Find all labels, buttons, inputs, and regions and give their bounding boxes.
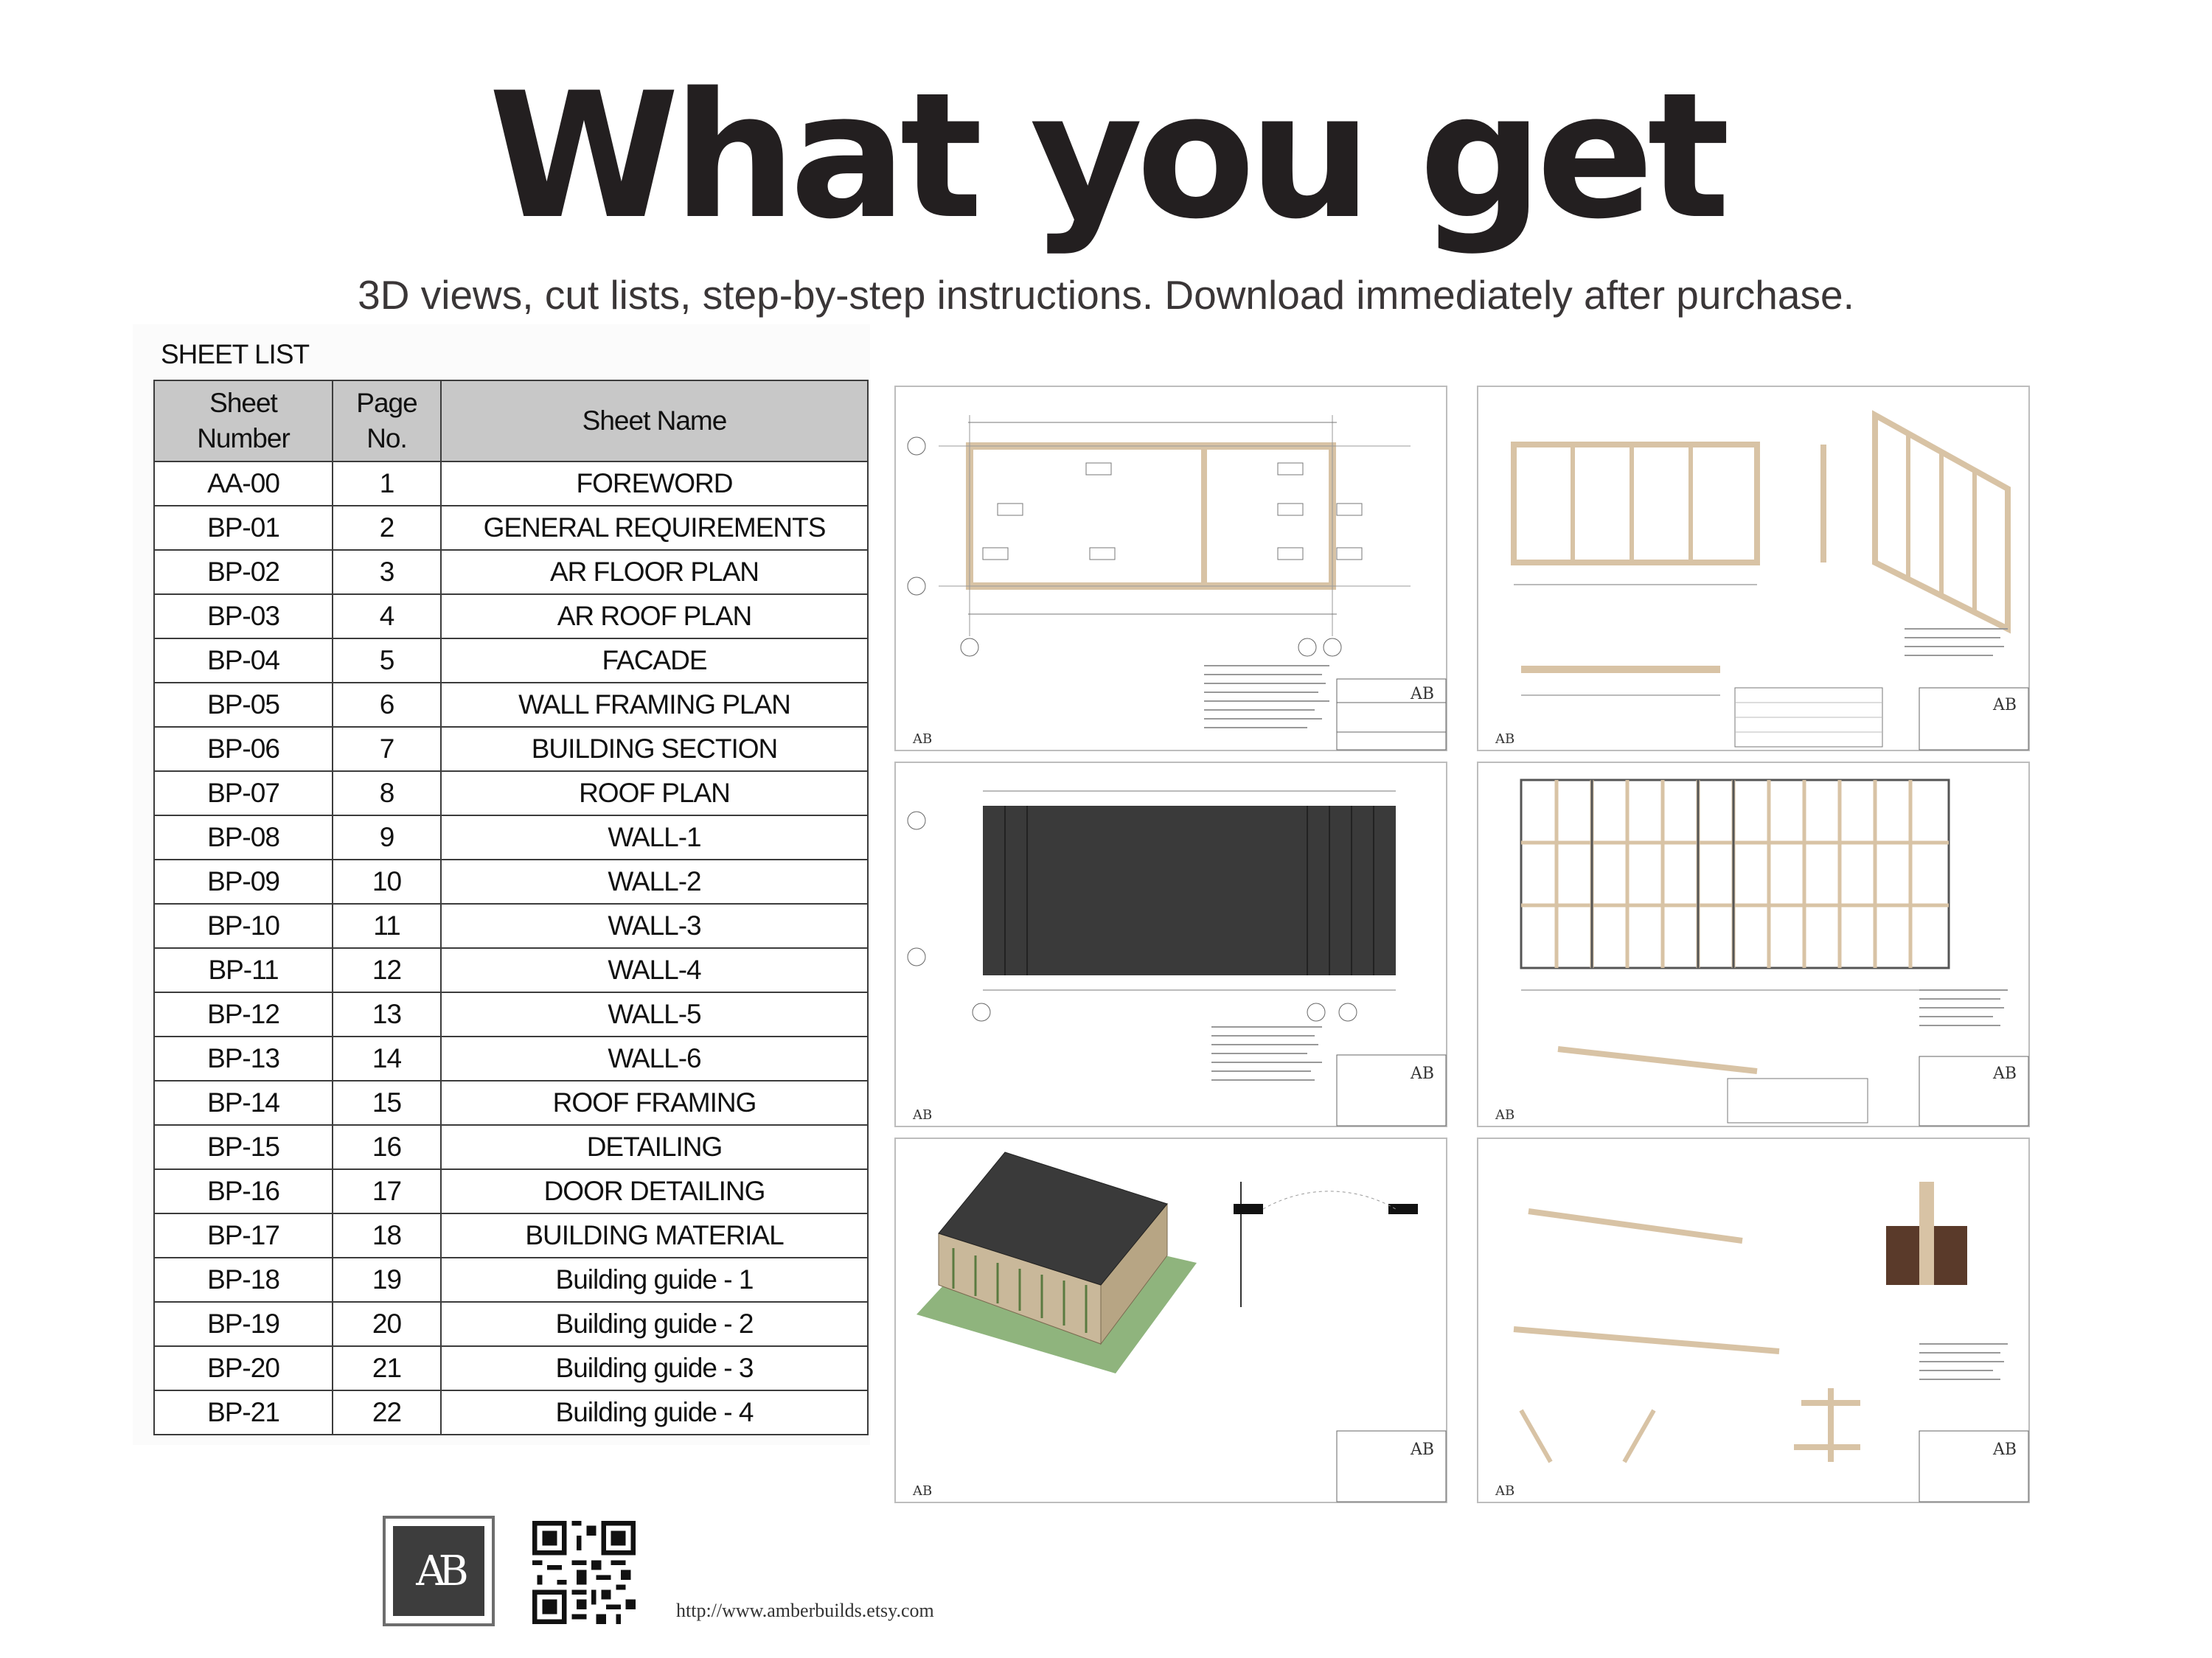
sheet-number-cell: BP-06 [154, 727, 333, 771]
drawing-3d-view [894, 1138, 1447, 1503]
drawing-floor-plan [894, 386, 1447, 751]
page-number-cell: 4 [333, 594, 441, 638]
table-row [154, 948, 868, 992]
table-row [154, 771, 868, 815]
sheet-number-cell: BP-14 [154, 1081, 333, 1125]
sheet-name-cell: GENERAL REQUIREMENTS [441, 506, 868, 550]
sheet-name-cell: AR ROOF PLAN [441, 594, 868, 638]
drawing-wall-framing [1477, 386, 2030, 751]
page-number-cell: 15 [333, 1081, 441, 1125]
column-header-sheet-name: Sheet Name [441, 380, 868, 461]
page-title: What you get [488, 56, 1724, 257]
sheet-list-heading: SHEET LIST [161, 339, 310, 369]
svg-text:AB: AB [1411, 685, 1435, 703]
page-number-cell: 21 [333, 1346, 441, 1390]
sheet-number-cell: BP-05 [154, 683, 333, 727]
sheet-name-cell: DOOR DETAILING [441, 1169, 868, 1213]
sheet-number-cell: BP-15 [154, 1125, 333, 1169]
sheet-number-cell: BP-08 [154, 815, 333, 860]
sheet-number-cell: BP-19 [154, 1302, 333, 1346]
page-number-cell: 14 [333, 1037, 441, 1081]
sheet-name-cell: ROOF PLAN [441, 771, 868, 815]
page-number-cell: 19 [333, 1258, 441, 1302]
sheet-list-table [153, 380, 869, 1435]
svg-text:AB: AB [913, 1483, 933, 1499]
sheet-number-cell: BP-02 [154, 550, 333, 594]
svg-text:AB: AB [1993, 1065, 2017, 1083]
table-row [154, 727, 868, 771]
sheet-name-cell: Building guide - 2 [441, 1302, 868, 1346]
logo-icon [383, 1516, 495, 1626]
table-row [154, 638, 868, 683]
sheet-number-cell: BP-10 [154, 904, 333, 948]
table-header-row [154, 380, 868, 461]
drawing-wall-elevation [1477, 762, 2030, 1127]
page-number-cell: 17 [333, 1169, 441, 1213]
page-number-cell: 3 [333, 550, 441, 594]
svg-text:AB: AB [913, 731, 933, 747]
sheet-name-cell: WALL-1 [441, 815, 868, 860]
sheet-name-cell: Building guide - 4 [441, 1390, 868, 1435]
sheet-number-cell: BP-04 [154, 638, 333, 683]
sheet-name-cell: ROOF FRAMING [441, 1081, 868, 1125]
sheet-name-cell: FACADE [441, 638, 868, 683]
column-header-sheet-number: Sheet Number [154, 380, 333, 461]
sheet-number-cell: BP-18 [154, 1258, 333, 1302]
sheet-number-cell: BP-12 [154, 992, 333, 1037]
page-number-cell: 5 [333, 638, 441, 683]
sheet-name-cell: WALL-2 [441, 860, 868, 904]
drawing-roof-plan [894, 762, 1447, 1127]
page-number-cell: 6 [333, 683, 441, 727]
sheet-name-cell: WALL-3 [441, 904, 868, 948]
sheet-number-cell: BP-20 [154, 1346, 333, 1390]
table-row [154, 1390, 868, 1435]
table-row [154, 860, 868, 904]
page-number-cell: 10 [333, 860, 441, 904]
table-row [154, 550, 868, 594]
svg-text:AB: AB [1495, 731, 1515, 747]
svg-text:AB: AB [913, 1107, 933, 1123]
page-number-cell: 2 [333, 506, 441, 550]
drawing-details [1477, 1138, 2030, 1503]
sheet-name-cell: FOREWORD [441, 461, 868, 506]
page-number-cell: 9 [333, 815, 441, 860]
sheet-number-cell: BP-09 [154, 860, 333, 904]
svg-text:AB: AB [1495, 1107, 1515, 1123]
table-row [154, 1302, 868, 1346]
sheet-number-cell: BP-03 [154, 594, 333, 638]
column-header-page-no: Page No. [333, 380, 441, 461]
svg-text:AB: AB [1411, 1441, 1435, 1459]
shop-url[interactable]: http://www.amberbuilds.etsy.com [676, 1600, 934, 1621]
page-number-cell: 20 [333, 1302, 441, 1346]
sheet-name-cell: DETAILING [441, 1125, 868, 1169]
sheet-name-cell: Building guide - 3 [441, 1346, 868, 1390]
svg-text:AB: AB [1993, 696, 2017, 714]
sheet-name-cell: BUILDING SECTION [441, 727, 868, 771]
sheet-name-cell: WALL-6 [441, 1037, 868, 1081]
table-row [154, 594, 868, 638]
sheet-name-cell: WALL-4 [441, 948, 868, 992]
table-row [154, 1346, 868, 1390]
sheet-number-cell: BP-01 [154, 506, 333, 550]
table-row [154, 1125, 868, 1169]
page-number-cell: 18 [333, 1213, 441, 1258]
sheet-number-cell: BP-16 [154, 1169, 333, 1213]
table-row [154, 1169, 868, 1213]
svg-text:AB: AB [1993, 1441, 2017, 1459]
page-number-cell: 1 [333, 461, 441, 506]
table-row [154, 683, 868, 727]
qr-code-icon [532, 1521, 636, 1624]
sheet-name-cell: WALL FRAMING PLAN [441, 683, 868, 727]
page-number-cell: 22 [333, 1390, 441, 1435]
table-row [154, 1213, 868, 1258]
table-row [154, 461, 868, 506]
table-row [154, 904, 868, 948]
sheet-number-cell: BP-17 [154, 1213, 333, 1258]
table-row [154, 1258, 868, 1302]
table-row [154, 506, 868, 550]
sheet-number-cell: AA-00 [154, 461, 333, 506]
page-number-cell: 8 [333, 771, 441, 815]
table-row [154, 1081, 868, 1125]
sheet-number-cell: BP-13 [154, 1037, 333, 1081]
table-row [154, 992, 868, 1037]
logo-text: AB [393, 1526, 484, 1616]
sheet-name-cell: BUILDING MATERIAL [441, 1213, 868, 1258]
sheet-number-cell: BP-21 [154, 1390, 333, 1435]
page-number-cell: 12 [333, 948, 441, 992]
page-number-cell: 16 [333, 1125, 441, 1169]
sheet-name-cell: AR FLOOR PLAN [441, 550, 868, 594]
svg-text:AB: AB [1411, 1065, 1435, 1083]
table-row [154, 815, 868, 860]
page-number-cell: 7 [333, 727, 441, 771]
svg-text:AB: AB [1495, 1483, 1515, 1499]
page-number-cell: 13 [333, 992, 441, 1037]
sheet-name-cell: Building guide - 1 [441, 1258, 868, 1302]
page-number-cell: 11 [333, 904, 441, 948]
sheet-number-cell: BP-11 [154, 948, 333, 992]
table-row [154, 1037, 868, 1081]
sheet-name-cell: WALL-5 [441, 992, 868, 1037]
sheet-number-cell: BP-07 [154, 771, 333, 815]
page-subtitle: 3D views, cut lists, step-by-step instructions. Download immediately after purchase. [358, 272, 1854, 318]
